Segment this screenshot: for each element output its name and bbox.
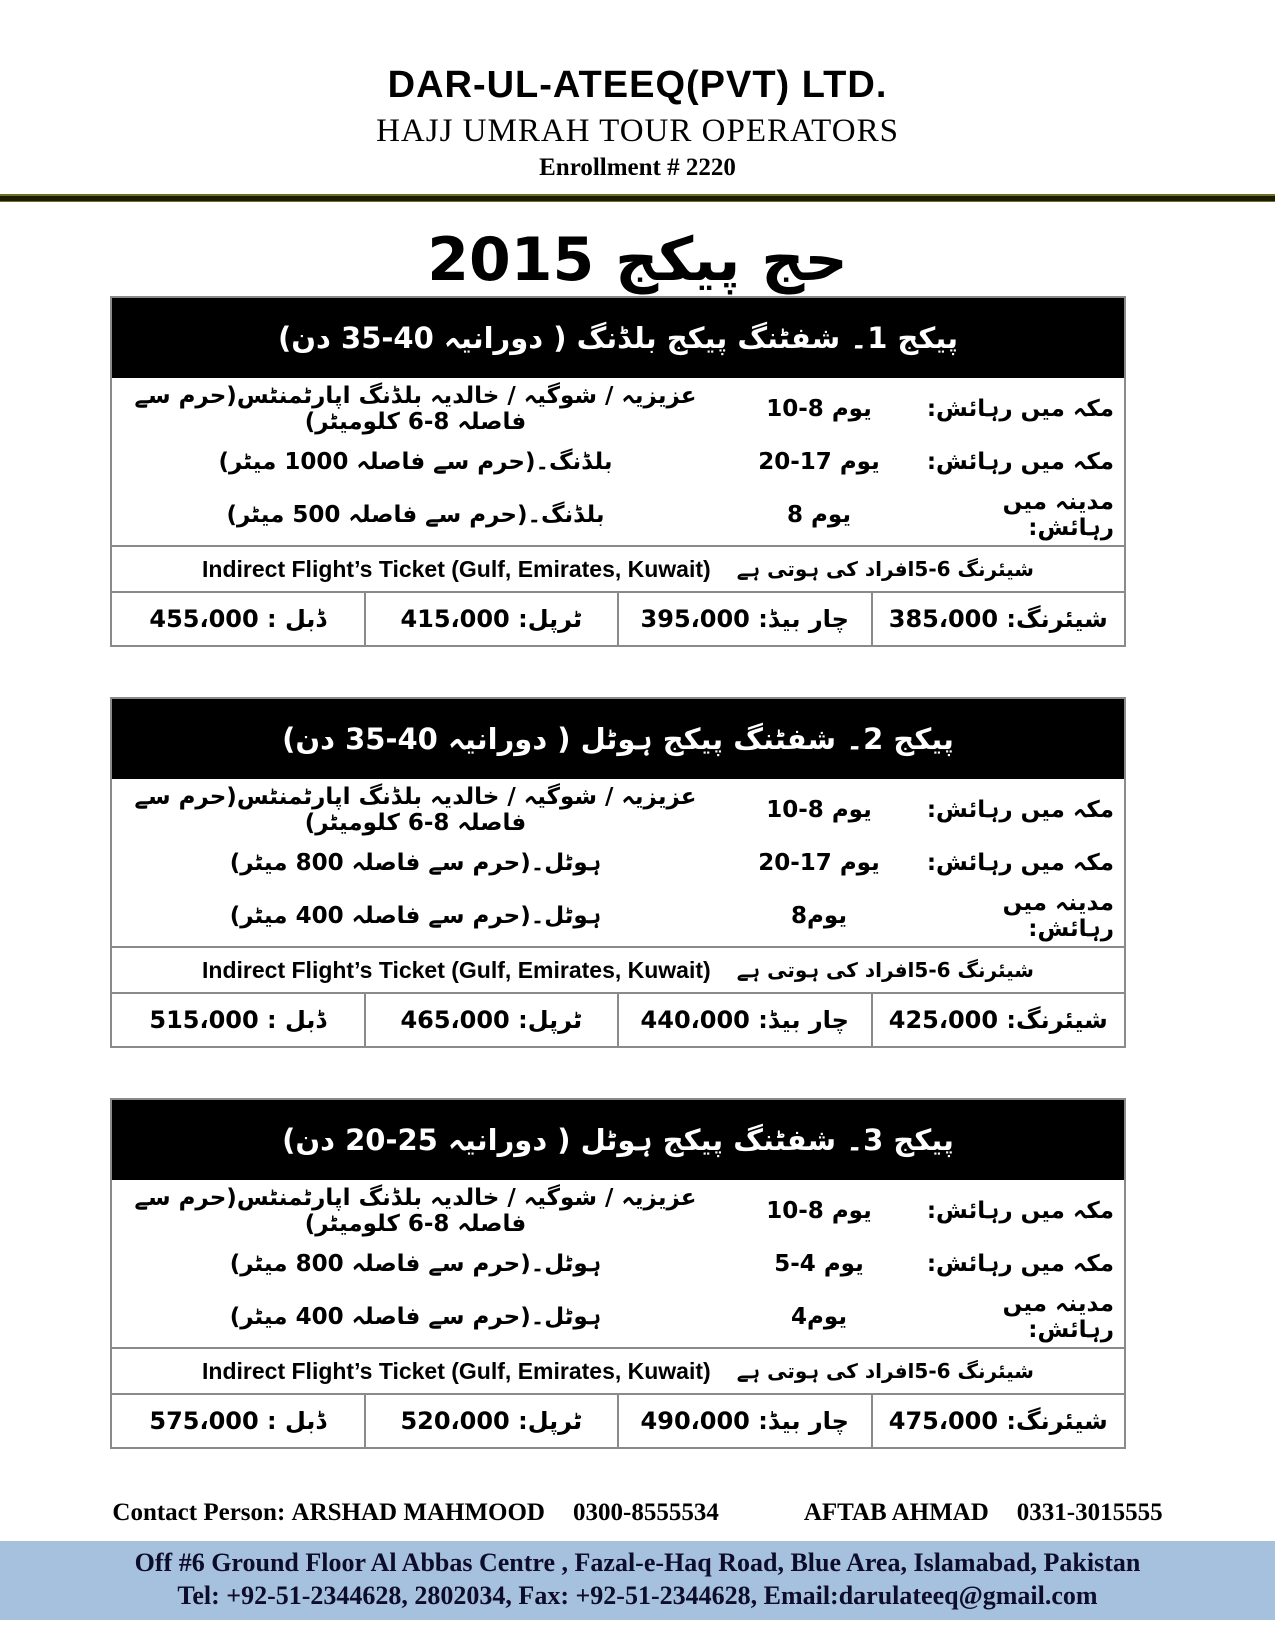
- price-double: ڈبل : 575،000: [112, 1395, 366, 1447]
- flight-ticket-note-english: Indirect Flight’s Ticket (Gulf, Emirates, Kuwait): [202, 1357, 711, 1384]
- contact-label: Contact Person:: [112, 1499, 286, 1526]
- price-sharing: شیئرنگ: 425،000: [888, 1006, 1108, 1034]
- header-divider-rule: [0, 194, 1275, 202]
- days-value: 20-17 یوم: [758, 849, 880, 876]
- days-value: 4یوم: [791, 1303, 847, 1330]
- days-value: 10-8 یوم: [766, 1197, 872, 1224]
- contact-name-1: ARSHAD MAHMOOD: [291, 1499, 545, 1526]
- table-row: [112, 1237, 1124, 1290]
- residence-label: مکہ میں رہائش:: [926, 849, 1114, 876]
- accommodation-description: عزیزیہ / شوگیہ / خالدیہ بلڈنگ اپارٹمنٹس(حرم سے فاصلہ 8-6 کلومیٹر): [134, 783, 697, 836]
- contact-phone-2: 0331-3015555: [1016, 1499, 1163, 1526]
- days-value: 8یوم: [791, 902, 847, 929]
- flight-ticket-note-english: Indirect Flight’s Ticket (Gulf, Emirates, Kuwait): [202, 956, 711, 983]
- table-row: [112, 382, 1124, 435]
- flight-ticket-row: [112, 545, 1124, 591]
- days-value: 10-8 یوم: [766, 796, 872, 823]
- price-triple: ٹرپل: 520،000: [366, 1395, 620, 1447]
- price-double: ڈبل : 515،000: [112, 994, 366, 1046]
- residence-label: مکہ میں رہائش:: [926, 796, 1114, 823]
- price-four-bed: چار بیڈ: 490،000: [619, 1395, 873, 1447]
- package-2-rows: [112, 779, 1124, 946]
- table-row: [112, 836, 1124, 889]
- table-row: [112, 1184, 1124, 1237]
- contact-persons-line: [0, 1499, 1275, 1527]
- accommodation-description: بلڈنگ۔(حرم سے فاصلہ 500 میٹر): [226, 501, 605, 528]
- accommodation-description: عزیزیہ / شوگیہ / خالدیہ بلڈنگ اپارٹمنٹس(حرم سے فاصلہ 8-6 کلومیٹر): [134, 1184, 697, 1237]
- price-double: ڈبل : 455،000: [112, 593, 366, 645]
- package-2-header-bar: پیکج 2۔ شفٹنگ پیکج ہوٹل ( دورانیہ 40-35 دن): [112, 699, 1124, 779]
- company-name: DAR-UL-ATEEQ(PVT) LTD.: [387, 64, 888, 106]
- sharing-note-urdu: شیئرنگ 6-5افراد کی ہوتی ہے: [736, 1359, 1034, 1383]
- price-four-bed: چار بیڈ: 440،000: [619, 994, 873, 1046]
- flight-ticket-row: [112, 1347, 1124, 1393]
- days-value: 5-4 یوم: [774, 1250, 864, 1277]
- price-triple: ٹرپل: 415،000: [366, 593, 620, 645]
- accommodation-description: ہوٹل۔(حرم سے فاصلہ 800 میٹر): [229, 1250, 602, 1277]
- accommodation-description: ہوٹل۔(حرم سے فاصلہ 800 میٹر): [229, 849, 602, 876]
- price-four-bed: چار بیڈ: 395،000: [619, 593, 873, 645]
- package-3-table: [110, 1098, 1126, 1449]
- table-row: [112, 1290, 1124, 1343]
- accommodation-description: ہوٹل۔(حرم سے فاصلہ 400 میٹر): [229, 1303, 602, 1330]
- residence-label: مکہ میں رہائش:: [926, 395, 1114, 422]
- table-row: [112, 488, 1124, 541]
- footer-address-band: [0, 1541, 1275, 1620]
- package-3-rows: [112, 1180, 1124, 1347]
- days-value: 8 یوم: [787, 501, 851, 528]
- package-3-price-row: [112, 1393, 1124, 1447]
- tel-fax-email-line: Tel: +92-51-2344628, 2802034, Fax: +92-51-2344628, Email:darulateeq@gmail.com: [177, 1580, 1098, 1610]
- residence-label: مدینہ میں رہائش:: [1002, 889, 1114, 942]
- contact-phone-1: 0300-8555534: [573, 1499, 719, 1526]
- office-address: Off #6 Ground Floor Al Abbas Centre , Fazal-e-Haq Road, Blue Area, Islamabad, Pakistan: [134, 1548, 1141, 1577]
- days-value: 10-8 یوم: [766, 395, 872, 422]
- enrollment-number: Enrollment # 2220: [539, 154, 736, 181]
- residence-label: مکہ میں رہائش:: [926, 1197, 1114, 1224]
- sharing-note-urdu: شیئرنگ 6-5افراد کی ہوتی ہے: [736, 958, 1034, 982]
- accommodation-description: بلڈنگ۔(حرم سے فاصلہ 1000 میٹر): [218, 448, 613, 475]
- package-1-header-bar: پیکج 1۔ شفٹنگ پیکج بلڈنگ ( دورانیہ 40-35 دن): [112, 298, 1124, 378]
- package-3-header-bar: پیکج 3۔ شفٹنگ پیکج ہوٹل ( دورانیہ 25-20 دن): [112, 1100, 1124, 1180]
- residence-label: مدینہ میں رہائش:: [1002, 488, 1114, 541]
- company-subtitle: HAJJ UMRAH TOUR OPERATORS: [376, 113, 899, 149]
- residence-label: مکہ میں رہائش:: [926, 1250, 1114, 1277]
- price-triple: ٹرپل: 465،000: [366, 994, 620, 1046]
- sharing-note-urdu: شیئرنگ 6-5افراد کی ہوتی ہے: [736, 557, 1034, 581]
- package-1-price-row: [112, 591, 1124, 645]
- table-row: [112, 783, 1124, 836]
- letterhead: [0, 0, 1275, 182]
- package-2-table: [110, 697, 1126, 1048]
- document-title: حج پیکج 2015: [427, 225, 848, 295]
- flight-ticket-row: [112, 946, 1124, 992]
- contact-name-2: AFTAB AHMAD: [803, 1499, 989, 1526]
- table-row: [112, 889, 1124, 942]
- price-sharing: شیئرنگ: 385،000: [888, 605, 1108, 633]
- price-sharing: شیئرنگ: 475،000: [888, 1407, 1108, 1435]
- flight-ticket-note-english: Indirect Flight’s Ticket (Gulf, Emirates, Kuwait): [202, 555, 711, 582]
- residence-label: مکہ میں رہائش:: [926, 448, 1114, 475]
- table-row: [112, 435, 1124, 488]
- accommodation-description: ہوٹل۔(حرم سے فاصلہ 400 میٹر): [229, 902, 602, 929]
- residence-label: مدینہ میں رہائش:: [1002, 1290, 1114, 1343]
- package-1-rows: [112, 378, 1124, 545]
- package-1-table: [110, 296, 1126, 647]
- package-2-price-row: [112, 992, 1124, 1046]
- days-value: 20-17 یوم: [758, 448, 880, 475]
- accommodation-description: عزیزیہ / شوگیہ / خالدیہ بلڈنگ اپارٹمنٹس(حرم سے فاصلہ 8-6 کلومیٹر): [134, 382, 697, 435]
